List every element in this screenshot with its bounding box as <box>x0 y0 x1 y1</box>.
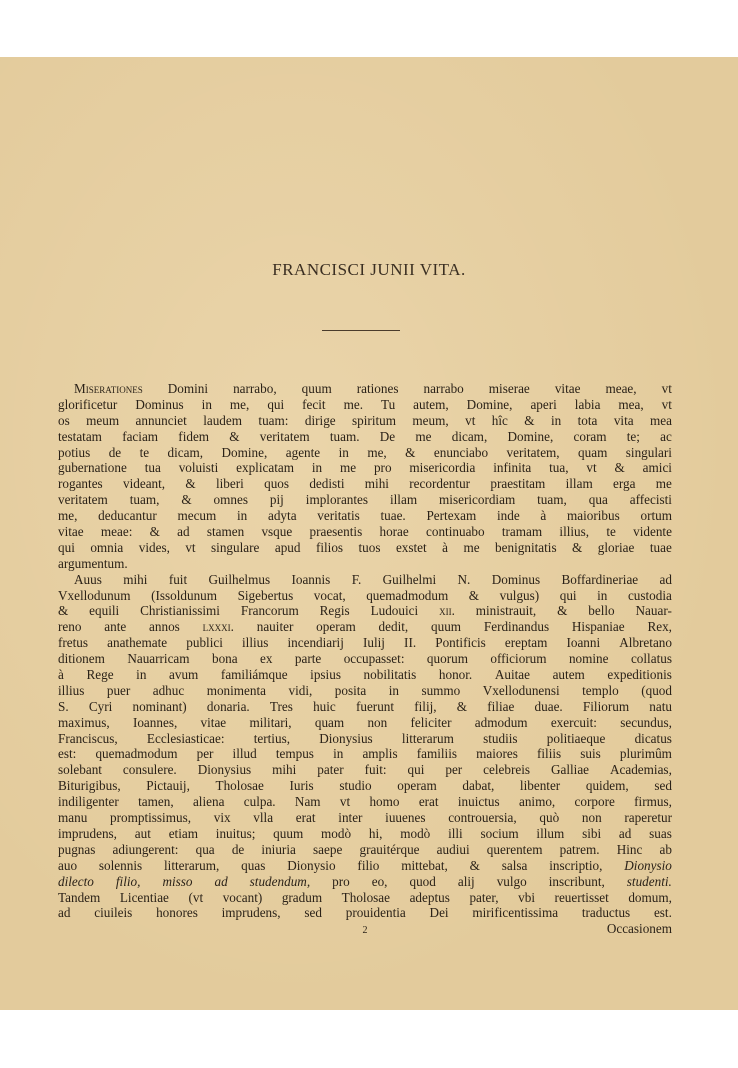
page-title: FRANCISCI JUNII VITA. <box>272 260 466 279</box>
text-line: ditionem Nauarricam bona ex parte occupasset: quorum officiorum nomine collatus <box>58 651 672 667</box>
text-line: imprudens, aut etiam inuitus; quum modò hi, modò illi socium illum sibi ad suas <box>58 825 672 841</box>
text-line: veritatem tuam, & omnes pij implorantes illam misericordiam tuam, qua affecisti <box>58 492 672 508</box>
paragraph-1 <box>58 381 672 572</box>
text-line: Franciscus, Ecclesiasticae: tertius, Dionysius litterarum studiis politiaeque dicatus <box>58 730 672 746</box>
title-rule-divider <box>322 330 400 331</box>
catchword: Occasionem <box>606 921 672 937</box>
text-line: pugnas adiungerent: qua de iniuria saepe grauitérque audiui querentem patrem. Hinc ab <box>58 841 672 857</box>
text-line: testatam faciam fidem & veritatem tuam. De me dicam, Domine, coram te; ac <box>58 428 672 444</box>
text-line: potius de te dicam, Domine, agente in me, & enunciabo veritatem, quam singulari <box>58 444 672 460</box>
text-line: auo solennis litterarum, quas Dionysio filio mittebat, & salsa inscriptio, Dionysio <box>58 857 672 873</box>
text-line: Vxellodunum (Issoldunum Sigebertus vocat, quemadmodum & vulgus) qui in custodia <box>58 587 672 603</box>
text-line: S. Cyri nominant) donaria. Tres huic fuerunt filij, & filiae duae. Filiorum natu <box>58 698 672 714</box>
text-line: gubernatione tua voluisti explicatam in me pro misericordia infinita tua, vt & amici <box>58 460 672 476</box>
text-line: indiligenter tamen, aliena culpa. Nam vt homo erat inuictus animo, corpore firmus, <box>58 794 672 810</box>
text-line: Miserationes Domini narrabo, quum rationes narrabo miserae vitae meae, vt <box>74 381 672 396</box>
text-line: vitae meae: & ad stamen vsque praesentis horae continuabo tramam illius, te vidente <box>58 524 672 540</box>
text-line: ad ciuileis honores imprudens, sed prouidentia Dei mirificentissima traductus est. <box>58 905 672 921</box>
text-line: reno ante annos lxxxi. nauiter operam dedit, quum Ferdinandus Hispaniae Rex, <box>58 619 672 635</box>
paragraph-2 <box>58 572 672 922</box>
book-page <box>0 57 738 1010</box>
text-line: est: quemadmodum per illud tempus in amplis familiis maiores filiis suis plurimûm <box>58 746 672 762</box>
body-text <box>58 381 672 937</box>
text-line: Biturigibus, Pictauij, Tholosae Iuris studio operam dabat, libenter quidem, sed <box>58 778 672 794</box>
text-line: argumentum. <box>58 555 128 571</box>
text-line: illius puer adhuc monimenta vidi, posita in summo Vxellodunensi templo (quod <box>58 682 672 698</box>
text-line: maximus, Ioannes, vitae militari, quam non feliciter admodum exercuit: secundus, <box>58 714 672 730</box>
text-line: & equili Christianissimi Francorum Regis Ludouici xii. ministrauit, & bello Nauar- <box>58 603 672 619</box>
page-number: 2 <box>362 925 368 937</box>
text-line: dilecto filio, misso ad studendum, pro eo, quod alij vulgo inscribunt, studenti. <box>58 873 672 889</box>
text-line: manu promptissimus, vix vlla erat inter iuuenes controuersia, quò non raperetur <box>58 810 672 826</box>
text-line: solebant consulere. Dionysius mihi pater fuit: qui per celebreis Galliae Academias, <box>58 762 672 778</box>
text-line: Tandem Licentiae (vt vocant) gradum Tholosae adeptus pater, vbi reuertisset domum, <box>58 889 672 905</box>
text-line: glorificetur Dominus in me, qui fecit me. Tu autem, Domine, aperi labia mea, vt <box>58 396 672 412</box>
page-footer <box>58 921 672 937</box>
text-line: os meum annunciet laudem tuam: dirige spiritum meum, vt hîc & in tota vita mea <box>58 412 672 428</box>
text-line: rogantes videant, & liberi quos dedisti mihi recordentur praestitam illam erga me <box>58 476 672 492</box>
text-line: qui omnia vides, vt singulare apud filios tuos exstet à me benignitatis & gloriae tuae <box>58 539 672 555</box>
text-line: à Rege in avum familiámque ipsius nobilitatis honor. Auitae autem expeditionis <box>58 667 672 683</box>
text-line: me, deducantur mecum in adyta veritatis tuae. Pertexam inde à maioribus ortum <box>58 508 672 524</box>
text-line: Auus mihi fuit Guilhelmus Ioannis F. Guilhelmi N. Dominus Boffardineriae ad <box>74 571 672 587</box>
text-line: fretus anathemate publici illius incendiarij Iulij II. Pontificis ereptam Ioanni Albretano <box>58 635 672 651</box>
